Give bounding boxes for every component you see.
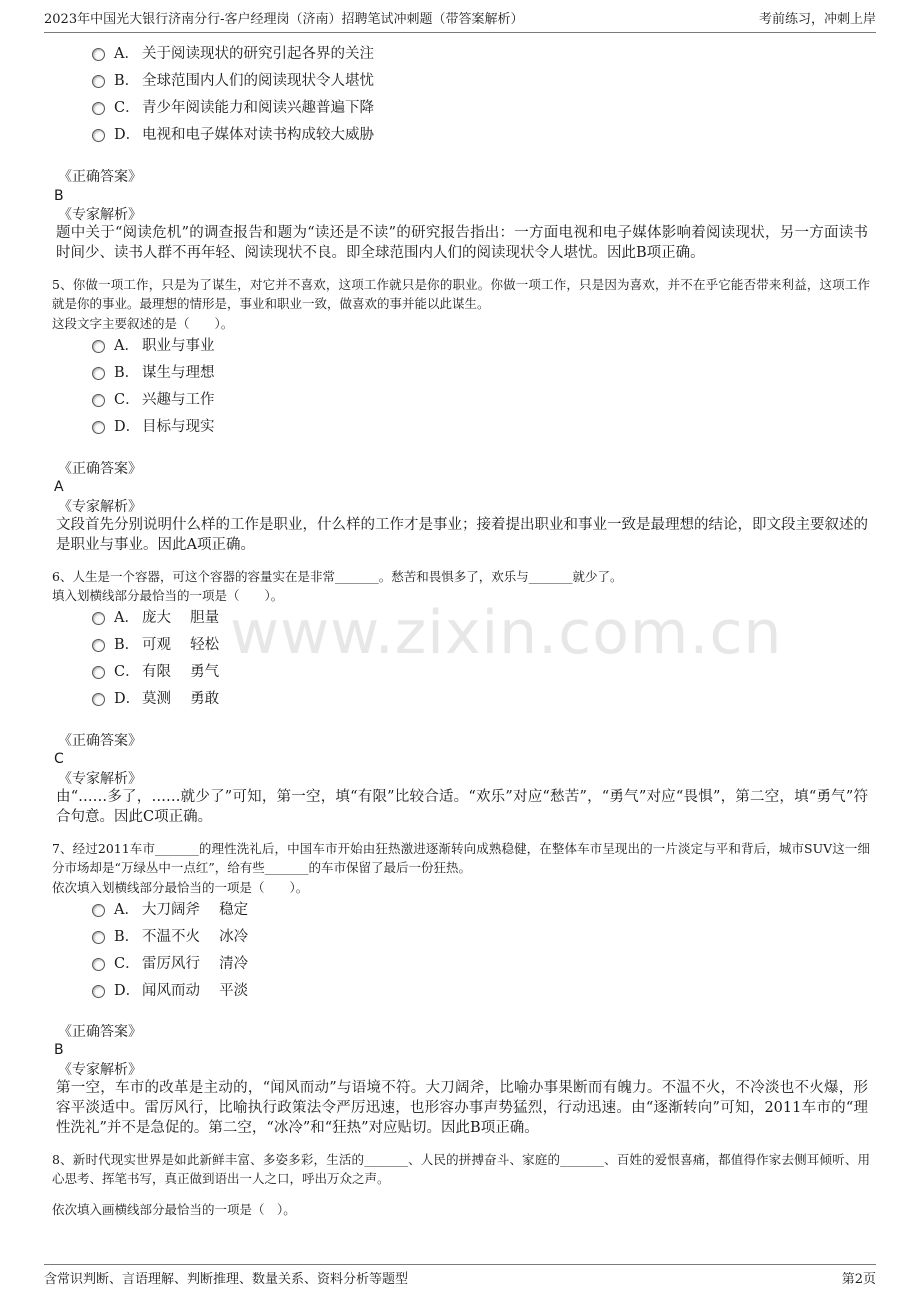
- answer-heading: 《正确答案》: [58, 169, 142, 185]
- radio-icon[interactable]: [92, 666, 105, 679]
- radio-icon[interactable]: [92, 985, 105, 998]
- q6-analysis: 由“……多了，……就少了”可知，第一空，填“有限”比较合适。“欢乐”对应“愁苦”，“勇气”对应“畏惧”，第二空，填“勇气”符合句意。因此C项正确。: [56, 789, 868, 825]
- analysis-heading: 《专家解析》: [58, 1062, 142, 1078]
- radio-icon[interactable]: [92, 102, 105, 115]
- q8-stem: 8、新时代现实世界是如此新鲜丰富、多姿多彩，生活的_______、人民的拼搏奋斗、家庭的_______、百姓的爱恨喜痛，都值得作家去侧耳倾听、用心思考、挥笔书写，真正做到语出一人之口，呼出万众之声。: [52, 1152, 870, 1186]
- page-number: 第2页: [841, 1272, 876, 1287]
- radio-icon[interactable]: [92, 693, 105, 706]
- radio-icon[interactable]: [92, 639, 105, 652]
- radio-icon[interactable]: [92, 394, 105, 407]
- q7-stem: 7、经过2011车市_______的理性洗礼后，中国车市开始由狂热激进逐渐转向成熟稳健，在整体车市呈现出的一片淡定与平和背后，城市SUV这一细分市场却是“万绿丛中一点红”，给有些_______的车市保留了最后一份狂热。: [52, 841, 870, 875]
- q5-prompt: 这段文字主要叙述的是（ ）。: [52, 316, 234, 331]
- answer-heading: 《正确答案》: [58, 1024, 142, 1040]
- header-slogan: 考前练习，冲刺上岸: [758, 12, 876, 27]
- radio-icon[interactable]: [92, 367, 105, 380]
- radio-icon[interactable]: [92, 904, 105, 917]
- radio-icon[interactable]: [92, 48, 105, 61]
- radio-icon[interactable]: [92, 958, 105, 971]
- analysis-heading: 《专家解析》: [58, 771, 142, 787]
- analysis-heading: 《专家解析》: [58, 499, 142, 515]
- answer-heading: 《正确答案》: [58, 461, 142, 477]
- page-header: [44, 10, 876, 33]
- watermark: www.zixin.com.cn: [230, 598, 783, 668]
- analysis-heading: 《专家解析》: [58, 207, 142, 223]
- radio-icon[interactable]: [92, 931, 105, 944]
- page-footer: [44, 1264, 876, 1289]
- radio-icon[interactable]: [92, 129, 105, 142]
- q8-prompt: 依次填入画横线部分最恰当的一项是（ ）。: [52, 1202, 296, 1217]
- q7-prompt: 依次填入划横线部分最恰当的一项是（ ）。: [52, 880, 309, 895]
- answer-heading: 《正确答案》: [58, 733, 142, 749]
- radio-icon[interactable]: [92, 612, 105, 625]
- q5-stem: 5、你做一项工作，只是为了谋生，对它并不喜欢，这项工作就只是你的职业。你做一项工作，只是因为喜欢，并不在乎它能否带来利益，这项工作就是你的事业。最理想的情形是，事业和职业一致，做喜欢的事并能以此谋生。: [52, 277, 870, 311]
- radio-icon[interactable]: [92, 75, 105, 88]
- q7-correct-answer: B: [54, 1042, 64, 1058]
- q6-stem: 6、人生是一个容器，可这个容器的容量实在是非常_______。愁苦和畏惧多了，欢乐与_______就少了。: [52, 569, 623, 584]
- q6-correct-answer: C: [54, 751, 64, 767]
- q6-prompt: 填入划横线部分最恰当的一项是（ ）。: [52, 588, 284, 603]
- q5-analysis: 文段首先分别说明什么样的工作是职业，什么样的工作才是事业；接着提出职业和事业一致是最理想的结论，即文段主要叙述的是职业与事业。因此A项正确。: [56, 517, 868, 553]
- radio-icon[interactable]: [92, 421, 105, 434]
- q5-correct-answer: A: [54, 479, 64, 495]
- q4-analysis: 题中关于“阅读危机”的调查报告和题为“读还是不读”的研究报告指出：一方面电视和电子媒体影响着阅读现状，另一方面读书时间少、读书人群不再年轻、阅读现状不良。即全球范围内人们的阅读现状令人堪忧。因此B项正确。: [56, 225, 868, 261]
- footer-topics: 含常识判断、言语理解、判断推理、数量关系、资料分析等题型: [44, 1272, 409, 1287]
- radio-icon[interactable]: [92, 340, 105, 353]
- q4-correct-answer: B: [54, 188, 64, 204]
- document-title: 2023年中国光大银行济南分行-客户经理岗（济南）招聘笔试冲刺题（带答案解析）: [44, 12, 524, 27]
- q7-analysis: 第一空，车市的改革是主动的，“闻风而动”与语境不符。大刀阔斧，比喻办事果断而有魄力。不温不火，不冷淡也不火爆，形容平淡适中。雷厉风行，比喻执行政策法令严厉迅速，也形容办事声势猛烈，行动迅速。由“逐渐转向”可知，2011车市的“理性洗礼”并不是急促的。第二空，“冰冷”和“狂热”对应贴切。因此B项正确。: [56, 1080, 868, 1136]
